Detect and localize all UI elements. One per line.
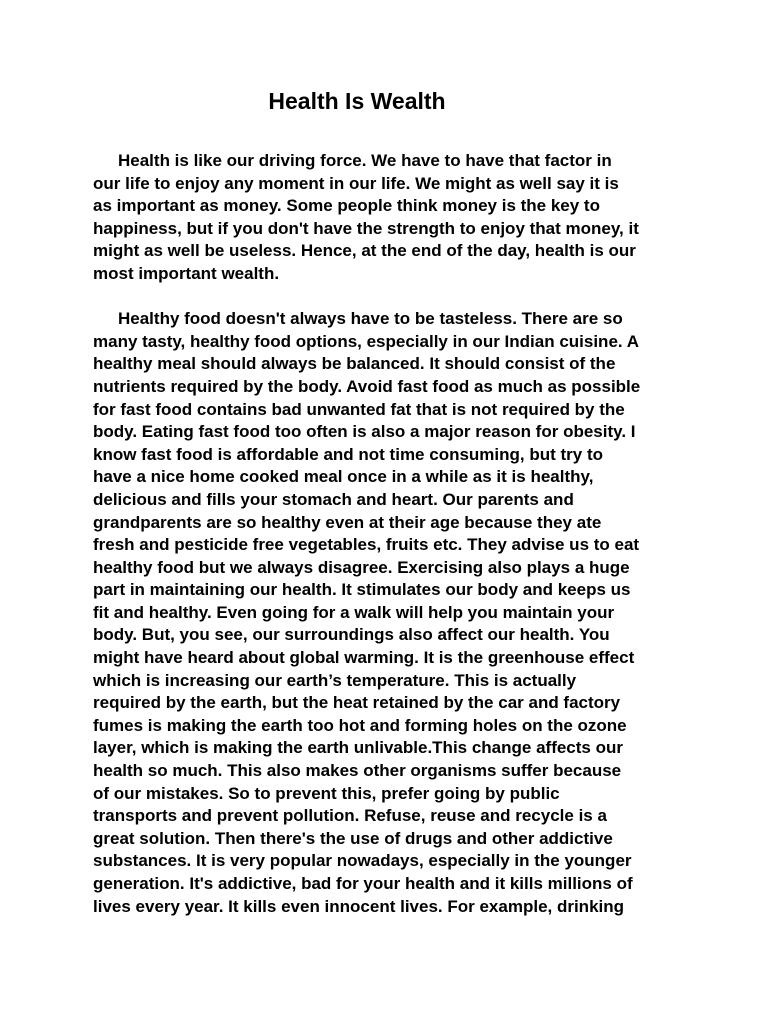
paragraph-line: healthy food but we always disagree. Exercising also plays a huge [93, 557, 630, 577]
paragraph-spacer [93, 286, 679, 309]
paragraph-line: might have heard about global warming. It is the greenhouse effect [93, 648, 635, 668]
paragraph [93, 150, 679, 286]
paragraph-line: lives every year. It kills even innocent lives. For example, drinking [93, 896, 625, 916]
paragraph-line: generation. It's addictive, bad for your health and it kills millions of [93, 874, 633, 893]
paragraph-line: might as well be useless. Hence, at the end of the day, health is our [93, 241, 636, 261]
paragraph-line: happiness, but if you don't have the strength to enjoy that money, it [93, 218, 639, 238]
paragraph-line: health so much. This also makes other organisms suffer because [93, 761, 622, 781]
paragraph-line: fumes is making the earth too hot and forming holes on the ozone [93, 715, 627, 735]
paragraph-line: our life to enjoy any moment in our life. We might as well say it is [93, 173, 619, 193]
paragraph-line: which is increasing our earth’s temperature. This is actually [93, 670, 577, 690]
paragraph-line: layer, which is making the earth unlivable.This change affects our [93, 738, 623, 758]
paragraph-line: body. Eating fast food too often is also a major reason for obesity. I [93, 422, 636, 442]
paragraph-line: as important as money. Some people think money is the key to [93, 196, 600, 216]
paragraph-line: most important wealth. [93, 263, 280, 283]
paragraph-line: know fast food is affordable and not time consuming, but try to [93, 444, 604, 464]
paragraph-line: many tasty, healthy food options, especially in our Indian cuisine. A [93, 331, 639, 351]
paragraph-line: have a nice home cooked meal once in a while as it is healthy, [93, 467, 594, 487]
paragraph-line: for fast food contains bad unwanted fat that is not required by the [93, 399, 625, 419]
paragraph-line: fresh and pesticide free vegetables, fruits etc. They advise us to eat [93, 535, 640, 555]
paragraph-line: required by the earth, but the heat retained by the car and factory [93, 693, 621, 713]
paragraph-line: healthy meal should always be balanced. It should consist of the [93, 354, 616, 374]
paragraph-line: of our mistakes. So to prevent this, prefer going by public [93, 783, 560, 803]
paragraph-line: part in maintaining our health. It stimulates our body and keeps us [93, 580, 631, 600]
paragraph-line: body. But, you see, our surroundings also affect our health. You [93, 625, 610, 645]
document-title: Health Is Wealth [268, 88, 446, 114]
paragraph-line: grandparents are so healthy even at their age because they ate [93, 512, 602, 532]
document-body [93, 150, 679, 918]
paragraph-line: great solution. Then there's the use of drugs and other addictive [93, 828, 613, 848]
paragraph-line: substances. It is very popular nowadays, especially in the younger [93, 851, 632, 871]
paragraph-line: transports and prevent pollution. Refuse, reuse and recycle is a [93, 806, 607, 826]
paragraph-line: Health is like our driving force. We have to have that factor in [118, 151, 612, 170]
paragraph-line: fit and healthy. Even going for a walk will help you maintain your [93, 602, 615, 622]
paragraph-line: Healthy food doesn't always have to be tasteless. There are so [118, 309, 623, 329]
paragraph [93, 308, 679, 918]
paragraph-line: nutrients required by the body. Avoid fast food as much as possible [93, 376, 641, 396]
paragraph-line: delicious and fills your stomach and heart. Our parents and [93, 489, 574, 509]
